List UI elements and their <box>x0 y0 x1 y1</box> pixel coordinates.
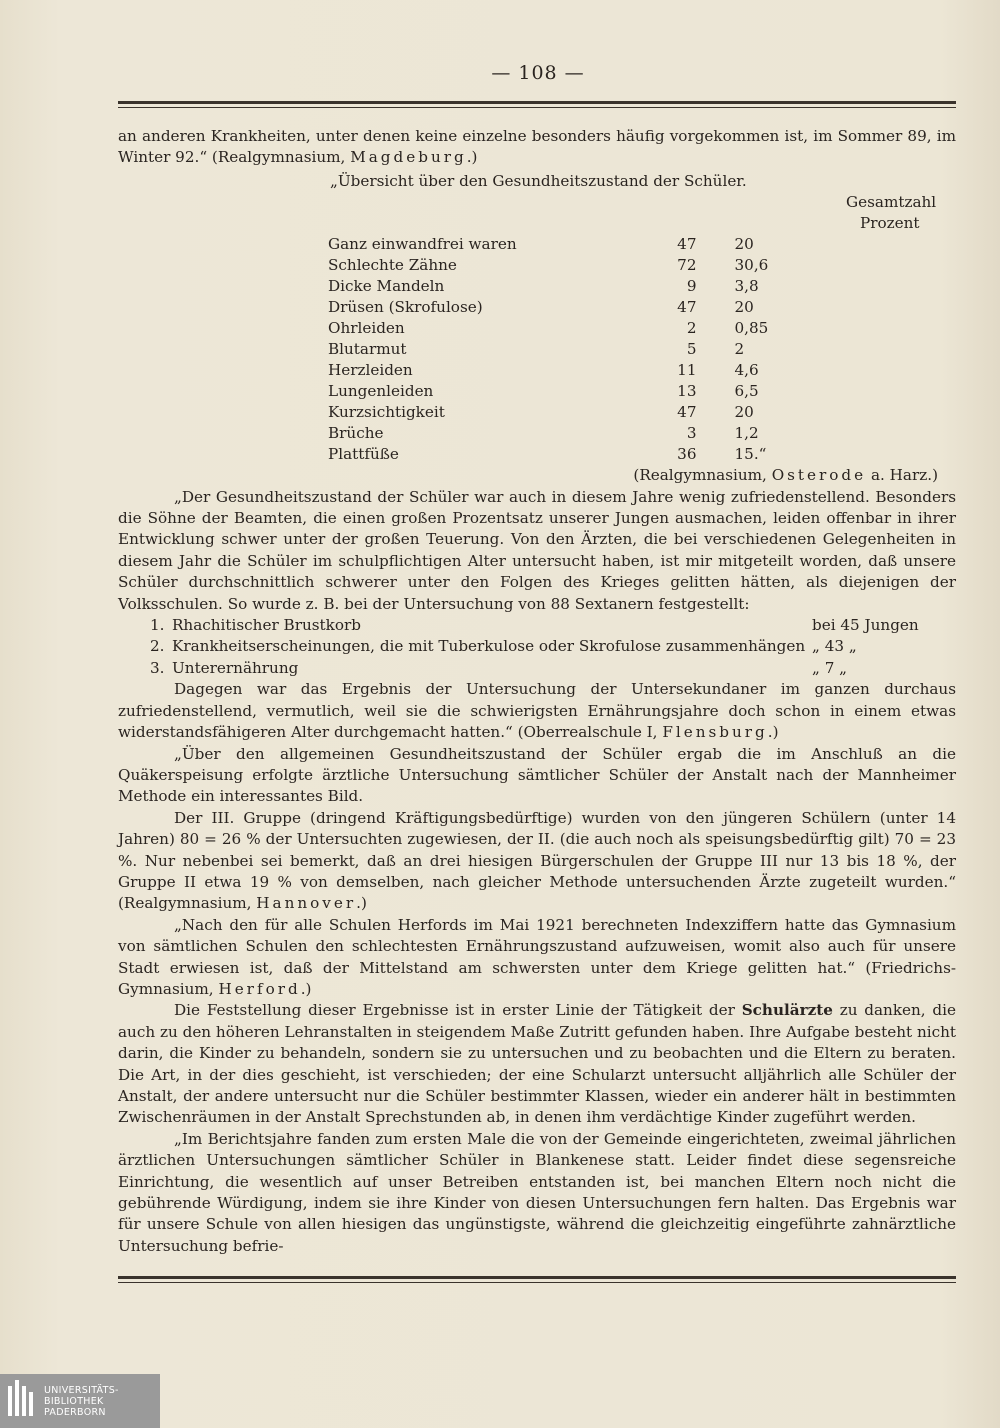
table-cell-label: Kurzsichtigkeit <box>328 403 445 422</box>
bottom-rule-thin <box>118 1282 956 1283</box>
table-row <box>328 444 936 465</box>
city-hannover: Hannover <box>256 894 357 913</box>
city-osterode: Osterode <box>771 466 867 485</box>
city-herford: Herford <box>218 979 301 998</box>
table-cell-pct: 6,5 <box>734 382 759 401</box>
finding-list <box>118 615 956 679</box>
table-cell-total: 47 <box>677 235 697 254</box>
table-cell-label: Blutarmut <box>328 340 407 359</box>
table-cell-label: Plattfüße <box>328 445 399 464</box>
top-rule <box>118 101 956 104</box>
table-cell-pct: 20 <box>734 298 754 317</box>
table-cell-total: 9 <box>686 277 697 296</box>
table-cell-label: Drüsen (Skrofulose) <box>328 298 483 317</box>
table-cell-total: 72 <box>677 256 697 275</box>
table-cell-total: 11 <box>677 361 697 380</box>
health-table <box>328 192 936 465</box>
table-row <box>328 339 936 360</box>
library-logo <box>0 1374 160 1428</box>
table-cell-total: 3 <box>686 424 697 443</box>
table-cell-label: Ohrleiden <box>328 319 405 338</box>
paragraph-2: „Der Gesundheitszustand der Schüler war auch in diesem Jahre wenig zufriedenstellend. Besonders die Söhne der Beamten, die einen großen Prozentsatz unserer Jungen ausmachen, leiden offenbar in ihrer Entwicklung schwer unter der großen Teuerung. Von den Ärzten, die bei verschiedenen Gelegenheiten in diesem Jahr die Schüler im schulpflichtigen Alter untersucht haben, ist mir mitgeteilt worden, daß unsere Schüler durchschnittlich schwerer unter den Folgen des Krieges gelitten hätten, als diejenigen der Volksschulen. So wurde z. B. bei der Untersuchung von 88 Sextanern festgestellt: <box>118 487 956 613</box>
table-cell-pct: 20 <box>734 403 754 422</box>
table-row <box>328 360 936 381</box>
table-cell-pct: 20 <box>734 235 754 254</box>
table-cell-label: Herzleiden <box>328 361 413 380</box>
table-cell-label: Brüche <box>328 424 384 443</box>
paragraph-3: Dagegen war das Ergebnis der Untersuchung der Untersekundaner im ganzen durchaus zufriedenstellend, vermutlich, weil sie die schwierigsten Ernährungsjahre doch schon in einem etwas widerstandsfähigeren Alter durchgemacht hatten.“ (Oberrealschule I, Flensburg.) <box>118 680 956 742</box>
table-cell-pct: 4,6 <box>734 361 759 380</box>
table-row <box>328 402 936 423</box>
paragraph-8: „Im Berichtsjahre fanden zum ersten Male die von der Gemeinde eingerichteten, zweimal jährlichen ärztlichen Untersuchungen sämtlicher Schüler in Blankenese statt. Leider findet diese segensreiche Einrichtung, die wesentlich auf unser Betreiben entstanden ist, bei manchen Eltern noch nicht die gebührende Würdigung, indem sie ihre Kinder von diesen Untersuchungen fern halten. Das Ergebnis war für unsere Schule von allen hiesigen das ungünstigste, während die gleichzeitig eingeführte zahnärztliche Untersuchung befrie- <box>118 1129 956 1255</box>
col-header-percent: Prozent <box>860 214 920 233</box>
table-cell-total: 47 <box>677 298 697 317</box>
table-cell-pct: 15.“ <box>734 445 767 464</box>
table-source: (Realgymnasium, Osterode a. Harz.) <box>633 466 938 485</box>
list-item: 2. Krankheitserscheinungen, die mit Tuberkulose oder Skrofulose zusammenhängen „ 43 „ <box>150 637 857 656</box>
table-cell-pct: 0,85 <box>734 319 769 338</box>
table-cell-pct: 2 <box>734 340 745 359</box>
table-header-row <box>328 192 936 234</box>
table-cell-pct: 30,6 <box>734 256 769 275</box>
table-row <box>328 255 936 276</box>
table-cell-total: 2 <box>686 319 697 338</box>
col-header-total: Gesamtzahl <box>846 193 937 212</box>
table-title: „Übersicht über den Gesundheitszustand der Schüler. <box>330 171 747 190</box>
paragraph-4: „Über den allgemeinen Gesundheitszustand der Schüler ergab die im Anschluß an die Quäkerspeisung erfolgte ärztliche Untersuchung sämtlicher Schüler der Anstalt nach der Mannheimer Methode ein interessantes Bild. <box>118 744 956 806</box>
table-cell-pct: 3,8 <box>734 277 759 296</box>
table-row <box>328 381 936 402</box>
paragraph-7: Die Feststellung dieser Ergebnisse ist in erster Linie der Tätigkeit der Schulärzte zu danken, die auch zu den höheren Lehranstalten in steigendem Maße Zutritt gefunden haben. Ihre Aufgabe besteht nicht darin, die Kinder zu behandeln, sondern sie zu untersuchen und zu beobachten und die Eltern zu beraten. Die Art, in der dies geschieht, ist verschieden; der eine Schularzt untersucht alljährlich alle Schüler der Anstalt, der andere untersucht nur die Schüler bestimmter Klassen, wieder ein anderer hält in bestimmten Zwischenräumen in der Anstalt Sprechstunden ab, in denen ihm verdächtige Kinder zugeführt werden. <box>118 1001 956 1127</box>
table-cell-label: Lungenleiden <box>328 382 434 401</box>
body-text <box>118 126 956 1257</box>
paragraph-6: „Nach den für alle Schulen Herfords im Mai 1921 berechneten Indexziffern hatte das Gymnasium von sämtlichen Schulen den schlechtesten Ernährungszustand aufzuweisen, womit also auch für unsere Stadt erwiesen ist, daß der Mittelstand am schwersten unter dem Kriege gelitten hat.“ (Friedrichs-Gymnasium, Herford.) <box>118 915 956 998</box>
table-cell-label: Schlechte Zähne <box>328 256 457 275</box>
table-cell-total: 13 <box>677 382 697 401</box>
table-cell-pct: 1,2 <box>734 424 759 443</box>
table-cell-label: Dicke Mandeln <box>328 277 445 296</box>
emphasis-schulaerzte: Schulärzte <box>741 1001 833 1020</box>
city-magdeburg: Magdeburg <box>350 148 467 167</box>
table-cell-total: 47 <box>677 403 697 422</box>
table-row <box>328 423 936 444</box>
paragraph-5: Der III. Gruppe (dringend Kräftigungsbedürftige) wurden von den jüngeren Schülern (unter 14 Jahren) 80 = 26 % der Untersuchten zugewiesen, der II. (die auch noch als speisungsbedürftig gilt) 70 = 23 %. Nur nebenbei sei bemerkt, daß an drei hiesigen Bürgerschulen der Gruppe III nur 13 bis 18 %, der Gruppe II etwa 19 % von demselben, nach gleicher Methode untersuchenden Ärzte zugeteilt wurden.“ (Realgymnasium, Hannover.) <box>118 808 956 913</box>
table-cell-total: 5 <box>686 340 697 359</box>
list-item: 1. Rhachitischer Brustkorb bei 45 Jungen <box>150 616 919 635</box>
table-cell-label: Ganz einwandfrei waren <box>328 235 517 254</box>
bottom-rule <box>118 1276 956 1279</box>
library-logo-icon <box>0 1374 44 1428</box>
library-logo-text: UNIVERSITÄTS- BIBLIOTHEK PADERBORN <box>44 1384 119 1418</box>
list-item: 3. Unterernährung „ 7 „ <box>150 658 848 677</box>
table-row <box>328 297 936 318</box>
paragraph-1: an anderen Krankheiten, unter denen keine einzelne besonders häufig vorgekommen ist, im Sommer 89, im Winter 92.“ (Realgymnasium, Magdeburg.) <box>118 127 956 167</box>
table-cell-total: 36 <box>677 445 697 464</box>
top-rule-thin <box>118 107 956 108</box>
table-row <box>328 276 936 297</box>
page-number: — 108 — <box>491 62 585 84</box>
city-flensburg: Flensburg <box>662 723 768 742</box>
table-row <box>328 234 936 255</box>
table-row <box>328 318 936 339</box>
